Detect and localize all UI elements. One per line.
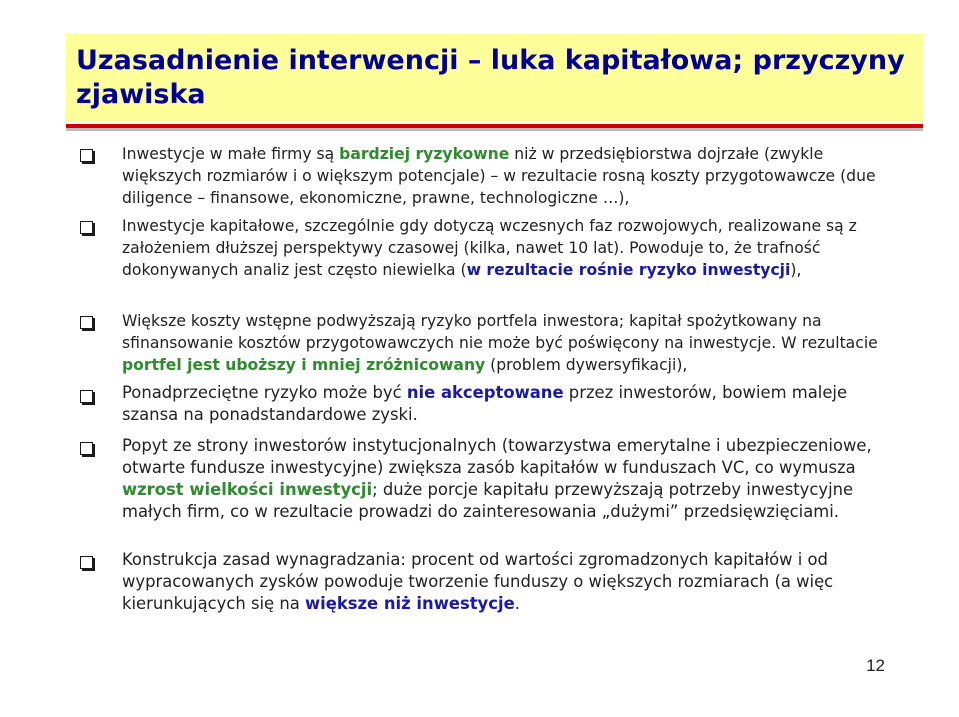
- square-checkbox-icon: [80, 556, 93, 569]
- slide-title: Uzasadnienie interwencji – luka kapitałowa; przyczyny zjawiska: [76, 45, 905, 110]
- bullet-text: Popyt ze strony inwestorów instytucjonalnych (towarzystwa emerytalne i ubezpieczeniowe, otwarte fundusze inwestycyjne) zwiększa zasób kapitałów w funduszach VC, co wymusza: [122, 436, 872, 477]
- bullet-item-3: [122, 310, 882, 376]
- bullet-text: Inwestycje kapitałowe, szczególnie gdy dotyczą wczesnych faz rozwojowych, realizowane są z założeniem dłuższej perspektywy czasowej (kilka, nawet 10 lat). Powoduje to, że trafność dokonywanych analiz jest często niewielka (: [122, 217, 857, 279]
- title-underline-shadow: [66, 128, 923, 131]
- bullet-text: ),: [790, 261, 802, 279]
- bullet-emphasis: wzrost wielkości inwestycji: [122, 480, 373, 499]
- bullet-text: przez inwestorów, bowiem maleje szansa na ponadstandardowe zyski.: [122, 383, 848, 424]
- square-checkbox-icon: [80, 442, 93, 455]
- bullet-text: Ponadprzeciętne ryzyko może być: [122, 383, 407, 402]
- square-checkbox-icon: [80, 149, 93, 162]
- bullet-emphasis: większe niż inwestycje: [304, 594, 515, 613]
- square-checkbox-icon: [80, 221, 93, 234]
- bullet-text: .: [514, 594, 520, 613]
- square-checkbox-icon: [80, 316, 93, 329]
- page-number: 12: [866, 656, 885, 675]
- bullet-item-2: [122, 215, 882, 281]
- bullet-text: Konstrukcja zasad wynagradzania: procent od wartości zgromadzonych kapitałów i od wypracowanych zysków powoduje tworzenie funduszy o większych rozmiarach (a więc kierunkujących się na: [122, 550, 834, 613]
- bullet-item-1: [122, 143, 882, 209]
- bullet-text: Inwestycje w małe firmy są: [122, 145, 340, 163]
- bullet-item-6: [122, 549, 882, 615]
- bullet-text: ; duże porcje kapitału przewyższają potrzeby inwestycyjne małych firm, co w rezultacie prowadzi do zainteresowania „dużymi” przedsięwzięciami.: [122, 480, 854, 521]
- bullet-text: Większe koszty wstępne podwyższają ryzyko portfela inwestora; kapitał spożytkowany na sfinansowanie kosztów przygotowawczych nie może być poświęcony na inwestycje. W rezultacie: [122, 312, 878, 352]
- bullet-text: niż w przedsiębiorstwa dojrzałe (zwykle większych rozmiarów i o większym potencjale) – w rezultacie rosną koszty przygotowawcze (due diligence – finansowe, ekonomiczne, prawne, technologiczne …),: [122, 145, 876, 207]
- bullet-emphasis: bardziej ryzykowne: [339, 145, 510, 163]
- bullet-item-4: [122, 382, 882, 426]
- bullet-emphasis: portfel jest uboższy i mniej zróżnicowany: [122, 356, 486, 374]
- bullet-item-5: [122, 435, 882, 523]
- bullet-text: (problem dywersyfikacji),: [485, 356, 688, 374]
- bullet-emphasis: w rezultacie rośnie ryzyko inwestycji: [466, 261, 791, 279]
- square-checkbox-icon: [80, 390, 93, 403]
- bullet-emphasis: nie akceptowane: [406, 383, 564, 402]
